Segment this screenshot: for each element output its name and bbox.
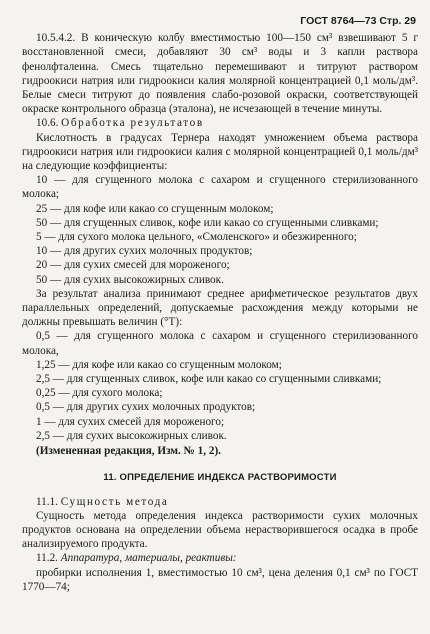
coefficient-item: 20 — для сухих смесей для мороженого; <box>36 259 230 272</box>
heading-11-1-number: 11.1. <box>36 495 58 508</box>
heading-10-6 <box>22 116 418 130</box>
coefficient-list <box>22 173 418 287</box>
heading-11-2 <box>22 551 418 565</box>
paragraph-result: За результат анализа принимают среднее арифметическое результатов двух параллельных определений, допускаемые расхождения между которыми не должны превышать величин (°Т): <box>22 287 418 329</box>
coefficient-item: 50 — для сухих высокожирных сливок. <box>36 273 224 286</box>
paragraph-10-6: Кислотность в градусах Тернера находят умножением объема раствора гидроокиси натрия или гидроокиси калия с молярной концентрацией 0,1 моль/дм³ на следующие коэффициенты: <box>22 131 418 173</box>
tolerance-item: 1 — для сухих смесей для мороженого; <box>36 415 225 428</box>
tolerance-item: 0,5 — для сгущенного молока с сахаром и сгущенного стерилизованного молока, <box>22 330 418 357</box>
heading-10-6-title: Обработка результатов <box>61 117 204 130</box>
section-11-heading: 11. ОПРЕДЕЛЕНИЕ ИНДЕКСА РАСТВОРИМОСТИ <box>103 472 337 484</box>
heading-11-2-title: Аппаратура, материалы, реактивы: <box>60 552 237 565</box>
tolerance-item: 2,5 — для сухих высокожирных сливок. <box>36 429 227 442</box>
coefficient-item: 25 — для кофе или какао со сгущенным молоком; <box>36 202 274 215</box>
document-page <box>22 14 418 594</box>
coefficient-item: 50 — для сгущенных сливок, кофе или какао со сгущенными сливками; <box>36 216 379 229</box>
paragraph-11-1: Сущность метода определения индекса растворимости сухих молочных продуктов основана на определении объема нерастворившегося осадка в пробе анализируемого продукта. <box>22 509 418 551</box>
paragraph-11-2: пробирки исполнения 1, вместимостью 10 см³, цена деления 0,1 см³ по ГОСТ 1770—74; <box>22 566 418 593</box>
tolerance-item: 0,5 — для других сухих молочных продуктов; <box>36 401 256 414</box>
coefficient-item: 5 — для сухого молока цельного, «Смоленского» и обезжиренного; <box>36 231 357 244</box>
heading-11-2-number: 11.2. <box>36 552 58 565</box>
tolerance-item: 2,5 — для сгущенных сливок, кофе или какао со сгущенными сливками; <box>36 373 382 386</box>
tolerance-item: 1,25 — для кофе или какао со сгущенным молоком; <box>36 358 282 371</box>
heading-10-6-number: 10.6. <box>36 117 59 130</box>
tolerance-item: 0,25 — для сухого молока; <box>36 387 163 400</box>
tolerance-list <box>22 329 418 443</box>
heading-11-1 <box>22 495 418 509</box>
paragraph-10-5-4-2: 10.5.4.2. В коническую колбу вместимостью 100—150 см³ взвешивают 5 г восстановленной смеси, добавляют 30 см³ воды и 3 капли раствора фенолфталеина. Смесь тщательно перемешивают и титруют раствором гидроокиси натрия или гидроокиси калия молярной концентрацией 0,1 моль/дм³. Белые смеси титруют до появления слабо-розовой окраски, соответствующей окраске контрольного образца (эталона), не исчезающей в течение минуты. <box>22 32 418 116</box>
revision-note: (Измененная редакция, Изм. № 1, 2). <box>36 445 221 458</box>
coefficient-item: 10 — для сгущенного молока с сахаром и сгущенного стерилизованного молока; <box>22 174 418 201</box>
page-header: ГОСТ 8764—73 Стр. 29 <box>300 15 416 27</box>
coefficient-item: 10 — для других сухих молочных продуктов; <box>36 245 253 258</box>
heading-11-1-title: Сущность метода <box>60 495 169 508</box>
